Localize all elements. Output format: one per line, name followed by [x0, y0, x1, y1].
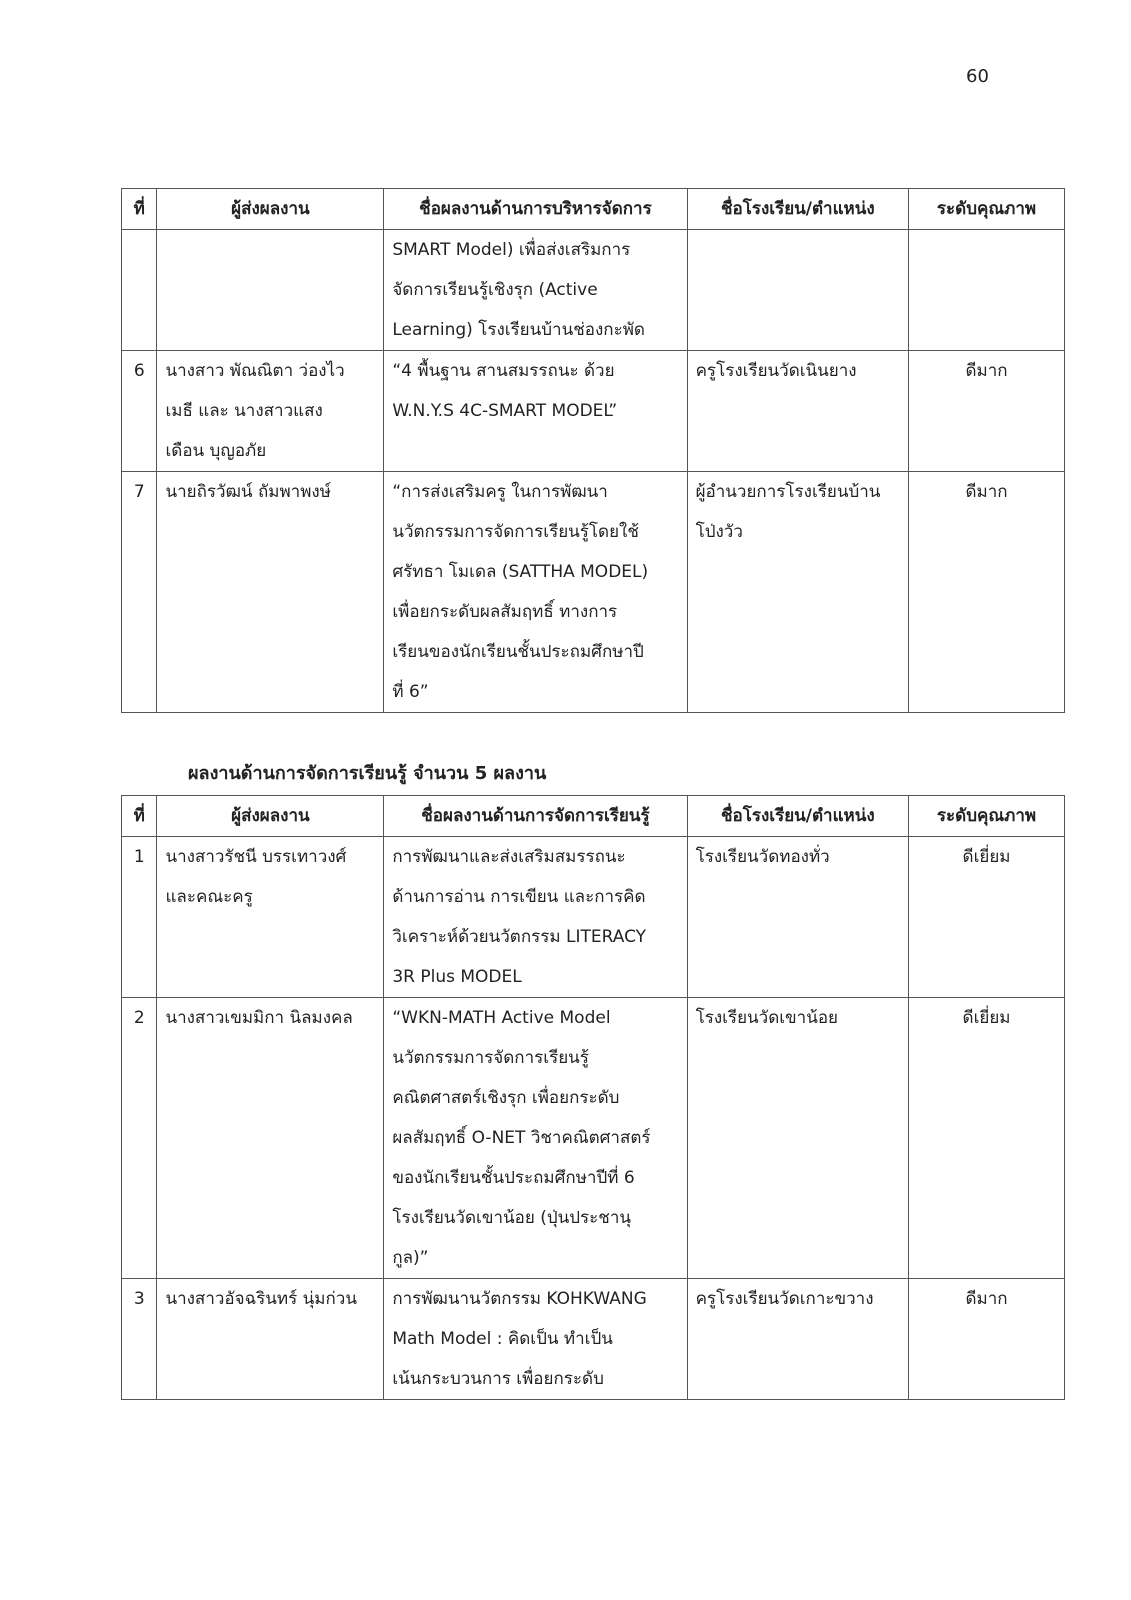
school-position-line: ครูโรงเรียนวัดเนินยาง [695, 361, 857, 381]
submitter-line: นางสาวเขมมิกา นิลมงคล [165, 1008, 353, 1028]
work-title-line: ที่ 6” [392, 682, 429, 702]
table-row [122, 998, 1065, 1279]
management-works-table [121, 188, 1065, 713]
quality-level-cell: ดีมาก [909, 1279, 1065, 1400]
school-position-line: โรงเรียนวัดเขาน้อย [695, 1008, 839, 1028]
work-title-line: นวัตกรรมการจัดการเรียนรู้โดยใช้ [392, 522, 639, 542]
header-number: ที่ [122, 796, 157, 837]
work-title-line: เพื่อยกระดับผลสัมฤทธิ์ ทางการ [392, 602, 618, 622]
school-position-cell [687, 351, 909, 472]
work-title-line: 3R Plus MODEL [392, 967, 522, 987]
submitter-line: นางสาวอัจฉรินทร์ นุ่มก่วน [165, 1289, 357, 1309]
work-title-line: นวัตกรรมการจัดการเรียนรู้ [392, 1048, 589, 1068]
submitter-cell [157, 837, 384, 998]
header-number: ที่ [122, 189, 157, 230]
work-title-line: W.N.Y.S 4C-SMART MODEL” [392, 401, 618, 421]
header-school-position: ชื่อโรงเรียน/ตำแหน่ง [687, 189, 909, 230]
row-number: 7 [122, 472, 157, 713]
submitter-cell [157, 1279, 384, 1400]
school-position-line: ครูโรงเรียนวัดเกาะขวาง [695, 1289, 874, 1309]
work-title-line: ผลสัมฤทธิ์ O-NET วิชาคณิตศาสตร์ [392, 1128, 651, 1148]
header-quality-level: ระดับคุณภาพ [909, 189, 1065, 230]
row-number: 6 [122, 351, 157, 472]
table-header-row [122, 796, 1065, 837]
submitter-cell [157, 230, 384, 351]
work-title-line: ด้านการอ่าน การเขียน และการคิด [392, 887, 646, 907]
quality-level-cell: ดีเยี่ยม [909, 998, 1065, 1279]
submitter-line: นางสาว พัณณิตา ว่องไว [165, 361, 345, 381]
school-position-cell [687, 230, 909, 351]
work-title-line: วิเคราะห์ด้วยนวัตกรรม LITERACY [392, 927, 647, 947]
header-submitter: ผู้ส่งผลงาน [157, 189, 384, 230]
work-title-line: Learning) โรงเรียนบ้านช่องกะพัด [392, 320, 645, 340]
submitter-cell [157, 351, 384, 472]
work-title-line: “การส่งเสริมครู ในการพัฒนา [392, 482, 608, 502]
quality-level-cell: ดีมาก [909, 472, 1065, 713]
work-title-line: เน้นกระบวนการ เพื่อยกระดับ [392, 1369, 604, 1389]
submitter-line: นายถิรวัฒน์ ถัมพาพงษ์ [165, 482, 331, 502]
row-number: 3 [122, 1279, 157, 1400]
work-title-line: โรงเรียนวัดเขาน้อย (ปุ่นประชานุ [392, 1208, 631, 1228]
section-heading: ผลงานด้านการจัดการเรียนรู้ จำนวน 5 ผลงาน [188, 763, 547, 784]
work-title-line: เรียนของนักเรียนชั้นประถมศึกษาปี [392, 642, 644, 662]
table-body [122, 837, 1065, 1400]
work-title-cell [384, 998, 687, 1279]
work-title-line: ศรัทธา โมเดล (SATTHA MODEL) [392, 562, 649, 582]
quality-level-cell [909, 230, 1065, 351]
school-position-line: โรงเรียนวัดทองทั่ว [695, 847, 830, 867]
school-position-cell [687, 1279, 909, 1400]
school-position-line: ผู้อำนวยการโรงเรียนบ้าน [695, 482, 881, 502]
school-position-cell [687, 998, 909, 1279]
header-quality-level: ระดับคุณภาพ [909, 796, 1065, 837]
school-position-cell [687, 837, 909, 998]
work-title-line: การพัฒนานวัตกรรม KOHKWANG [392, 1289, 647, 1309]
submitter-line: และคณะครู [165, 887, 253, 907]
table-row [122, 230, 1065, 351]
table-row [122, 351, 1065, 472]
work-title-cell [384, 472, 687, 713]
header-school-position: ชื่อโรงเรียน/ตำแหน่ง [687, 796, 909, 837]
work-title-line: การพัฒนาและส่งเสริมสมรรถนะ [392, 847, 626, 867]
work-title-cell [384, 1279, 687, 1400]
quality-level-cell: ดีมาก [909, 351, 1065, 472]
work-title-line: คณิตศาสตร์เชิงรุก เพื่อยกระดับ [392, 1088, 620, 1108]
work-title-cell [384, 351, 687, 472]
work-title-line: จัดการเรียนรู้เชิงรุก (Active [392, 280, 598, 300]
table-body [122, 230, 1065, 713]
work-title-line: ของนักเรียนชั้นประถมศึกษาปีที่ 6 [392, 1168, 635, 1188]
header-work-title: ชื่อผลงานด้านการบริหารจัดการ [384, 189, 687, 230]
learning-works-table [121, 795, 1065, 1400]
submitter-line: เดือน บุญอภัย [165, 441, 267, 461]
header-submitter: ผู้ส่งผลงาน [157, 796, 384, 837]
submitter-line: เมธี และ นางสาวแสง [165, 401, 323, 421]
table-row [122, 1279, 1065, 1400]
submitter-cell [157, 998, 384, 1279]
row-number [122, 230, 157, 351]
work-title-line: กูล)” [392, 1248, 429, 1268]
header-work-title: ชื่อผลงานด้านการจัดการเรียนรู้ [384, 796, 687, 837]
work-title-cell [384, 230, 687, 351]
submitter-cell [157, 472, 384, 713]
work-title-line: “WKN-MATH Active Model [392, 1008, 611, 1028]
school-position-line: โป่งวัว [695, 522, 743, 542]
table-row [122, 837, 1065, 998]
work-title-cell [384, 837, 687, 998]
work-title-line: SMART Model) เพื่อส่งเสริมการ [392, 240, 631, 260]
page-number: 60 [966, 66, 989, 87]
row-number: 1 [122, 837, 157, 998]
work-title-line: Math Model : คิดเป็น ทำเป็น [392, 1329, 613, 1349]
quality-level-cell: ดีเยี่ยม [909, 837, 1065, 998]
work-title-line: “4 พื้นฐาน สานสมรรถนะ ด้วย [392, 361, 615, 381]
table-row [122, 472, 1065, 713]
row-number: 2 [122, 998, 157, 1279]
table-header-row [122, 189, 1065, 230]
school-position-cell [687, 472, 909, 713]
submitter-line: นางสาวรัชนี บรรเทาวงศ์ [165, 847, 347, 867]
